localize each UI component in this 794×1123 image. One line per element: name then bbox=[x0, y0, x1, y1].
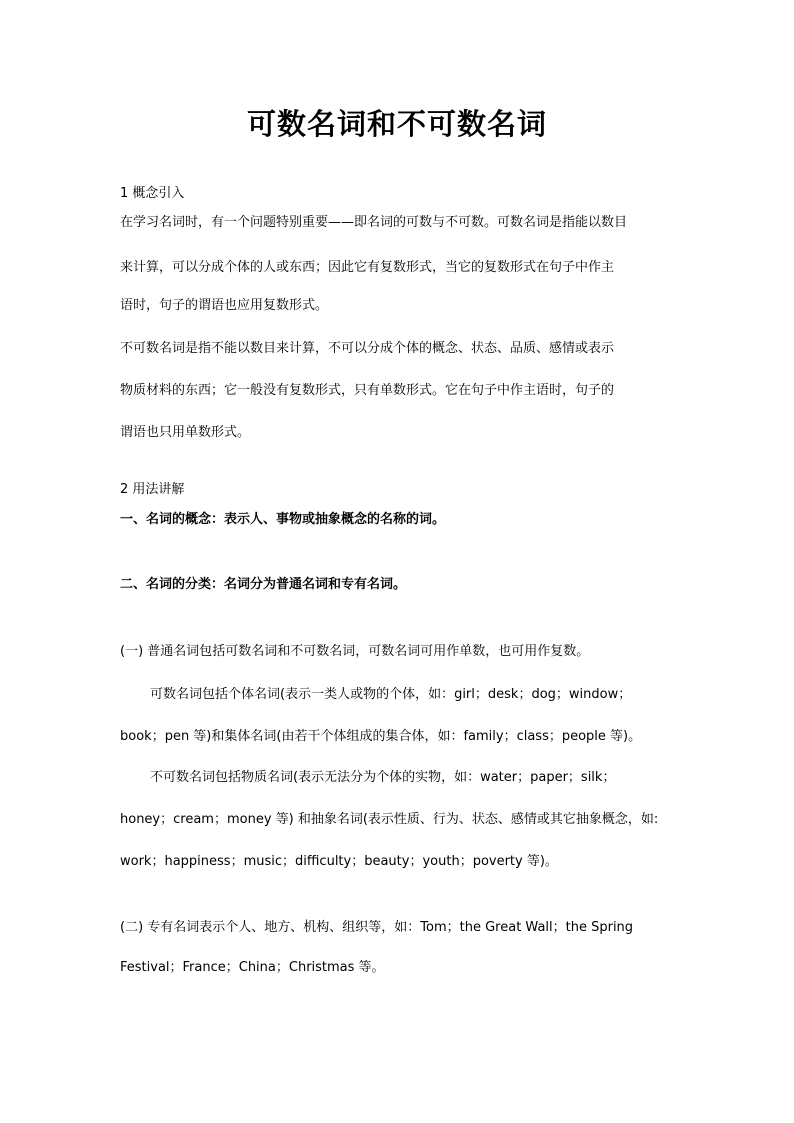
proper-noun-line: Festival；France；China；Christmas 等。 bbox=[120, 960, 385, 975]
common-noun-subheading: (一) 普通名词包括可数名词和不可数名词，可数名词可用作单数，也可用作复数。 bbox=[120, 644, 590, 659]
section-1-heading: 1 概念引入 bbox=[120, 186, 185, 201]
section-2-heading: 2 用法讲解 bbox=[120, 482, 185, 497]
noun-concept-point: 一、名词的概念：表示人、事物或抽象概念的名称的词。 bbox=[120, 512, 446, 527]
paragraph-line: 在学习名词时，有一个问题特别重要——即名词的可数与不可数。可数名词是指能以数目 bbox=[120, 215, 628, 230]
paragraph-line: 来计算，可以分成个体的人或东西；因此它有复数形式，当它的复数形式在句子中作主 bbox=[120, 260, 615, 275]
noun-classification-point: 二、名词的分类：名词分为普通名词和专有名词。 bbox=[120, 577, 407, 592]
proper-noun-line: (二) 专有名词表示个人、地方、机构、组织等，如：Tom；the Great Wall；the Spring bbox=[120, 920, 634, 935]
uncountable-noun-line: 不可数名词包括物质名词(表示无法分为个体的实物，如：water；paper；silk； bbox=[150, 770, 616, 785]
page-title: 可数名词和不可数名词 bbox=[246, 107, 547, 141]
paragraph-line: 谓语也只用单数形式。 bbox=[120, 425, 251, 440]
paragraph-line: 不可数名词是指不能以数目来计算，不可以分成个体的概念、状态、品质、感情或表示 bbox=[120, 341, 615, 356]
countable-noun-line: 可数名词包括个体名词(表示一类人或物的个体，如：girl；desk；dog；window； bbox=[150, 687, 632, 702]
uncountable-noun-line: honey；cream；money 等) 和抽象名词(表示性质、行为、状态、感情或其它抽象概念，如: bbox=[120, 812, 659, 827]
paragraph-line: 语时，句子的谓语也应用复数形式。 bbox=[120, 298, 329, 313]
countable-noun-line: book；pen 等)和集体名词(由若干个体组成的集合体，如：family；class；people 等)。 bbox=[120, 729, 642, 744]
uncountable-noun-line: work；happiness；music；difficulty；beauty；youth；poverty 等)。 bbox=[120, 854, 558, 869]
paragraph-line: 物质材料的东西；它一般没有复数形式，只有单数形式。它在句子中作主语时，句子的 bbox=[120, 383, 615, 398]
